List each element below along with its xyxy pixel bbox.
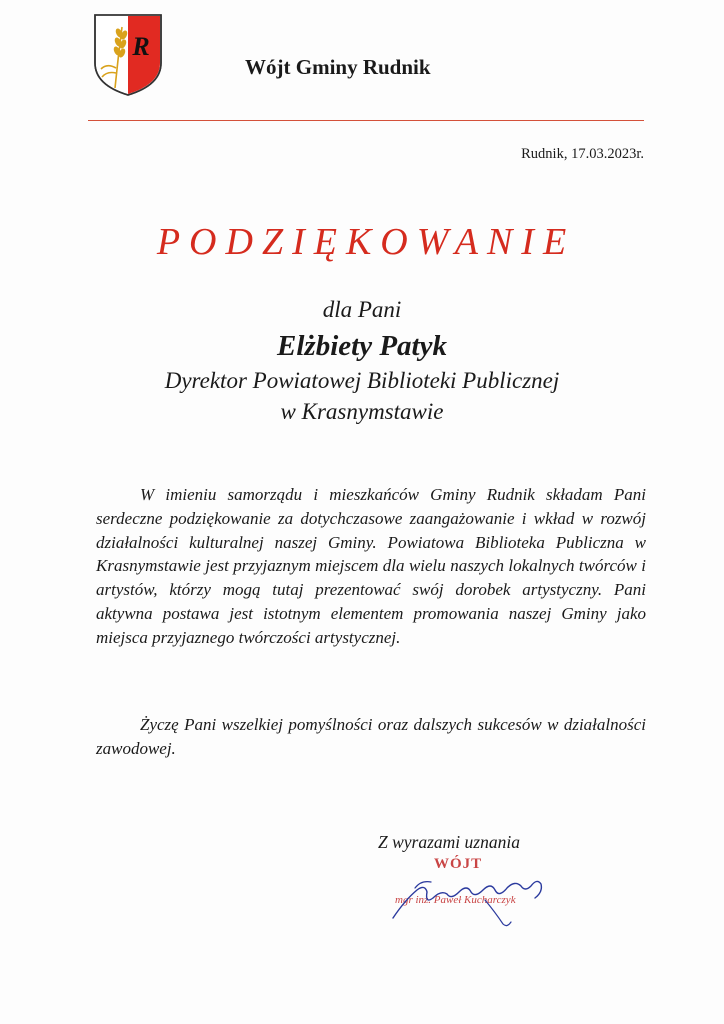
svg-text:R: R: [132, 32, 150, 61]
handwritten-signature: [385, 860, 555, 930]
body-paragraph-1: W imieniu samorządu i mieszkańców Gminy Rudnik składam Pani serdeczne podziękowanie za dotychczasowe zaangażowanie i wkład w rozwój działalności kulturalnej naszej Gminy. Powiatowa Biblioteka Publiczna w Krasnymstawie jest przyjaznym miejscem dla wielu naszych lokalnych twórców i artystów, którzy mogą tutaj prezentować swój dorobek artystyczny. Pani aktywna postawa jest istotnym elementem promowania naszej Gminy jako miejsca przyjaznego twórczości artystycznej.: [96, 485, 646, 647]
stamp-office: WÓJT: [434, 856, 483, 872]
header-divider: [88, 120, 644, 121]
body-paragraph-2: Życzę Pani wszelkiej pomyślności oraz dalszych sukcesów w działalności zawodowej.: [96, 715, 646, 758]
recipient-position-line1: Dyrektor Powiatowej Biblioteki Publicznej: [164, 368, 560, 393]
recipient-intro: dla Pani: [322, 297, 402, 322]
municipality-crest: [93, 13, 163, 97]
date-line: Rudnik, 17.03.2023r.: [521, 146, 644, 162]
document-title: PODZIĘKOWANIE: [156, 221, 576, 263]
closing-phrase: Z wyrazami uznania: [378, 832, 520, 852]
organization-name: Wójt Gminy Rudnik: [245, 55, 431, 79]
stamp-name: mgr inż. Paweł Kucharczyk: [395, 894, 516, 906]
recipient-position-line2: w Krasnymstawie: [280, 399, 444, 424]
recipient-name: Elżbiety Patyk: [277, 330, 447, 362]
